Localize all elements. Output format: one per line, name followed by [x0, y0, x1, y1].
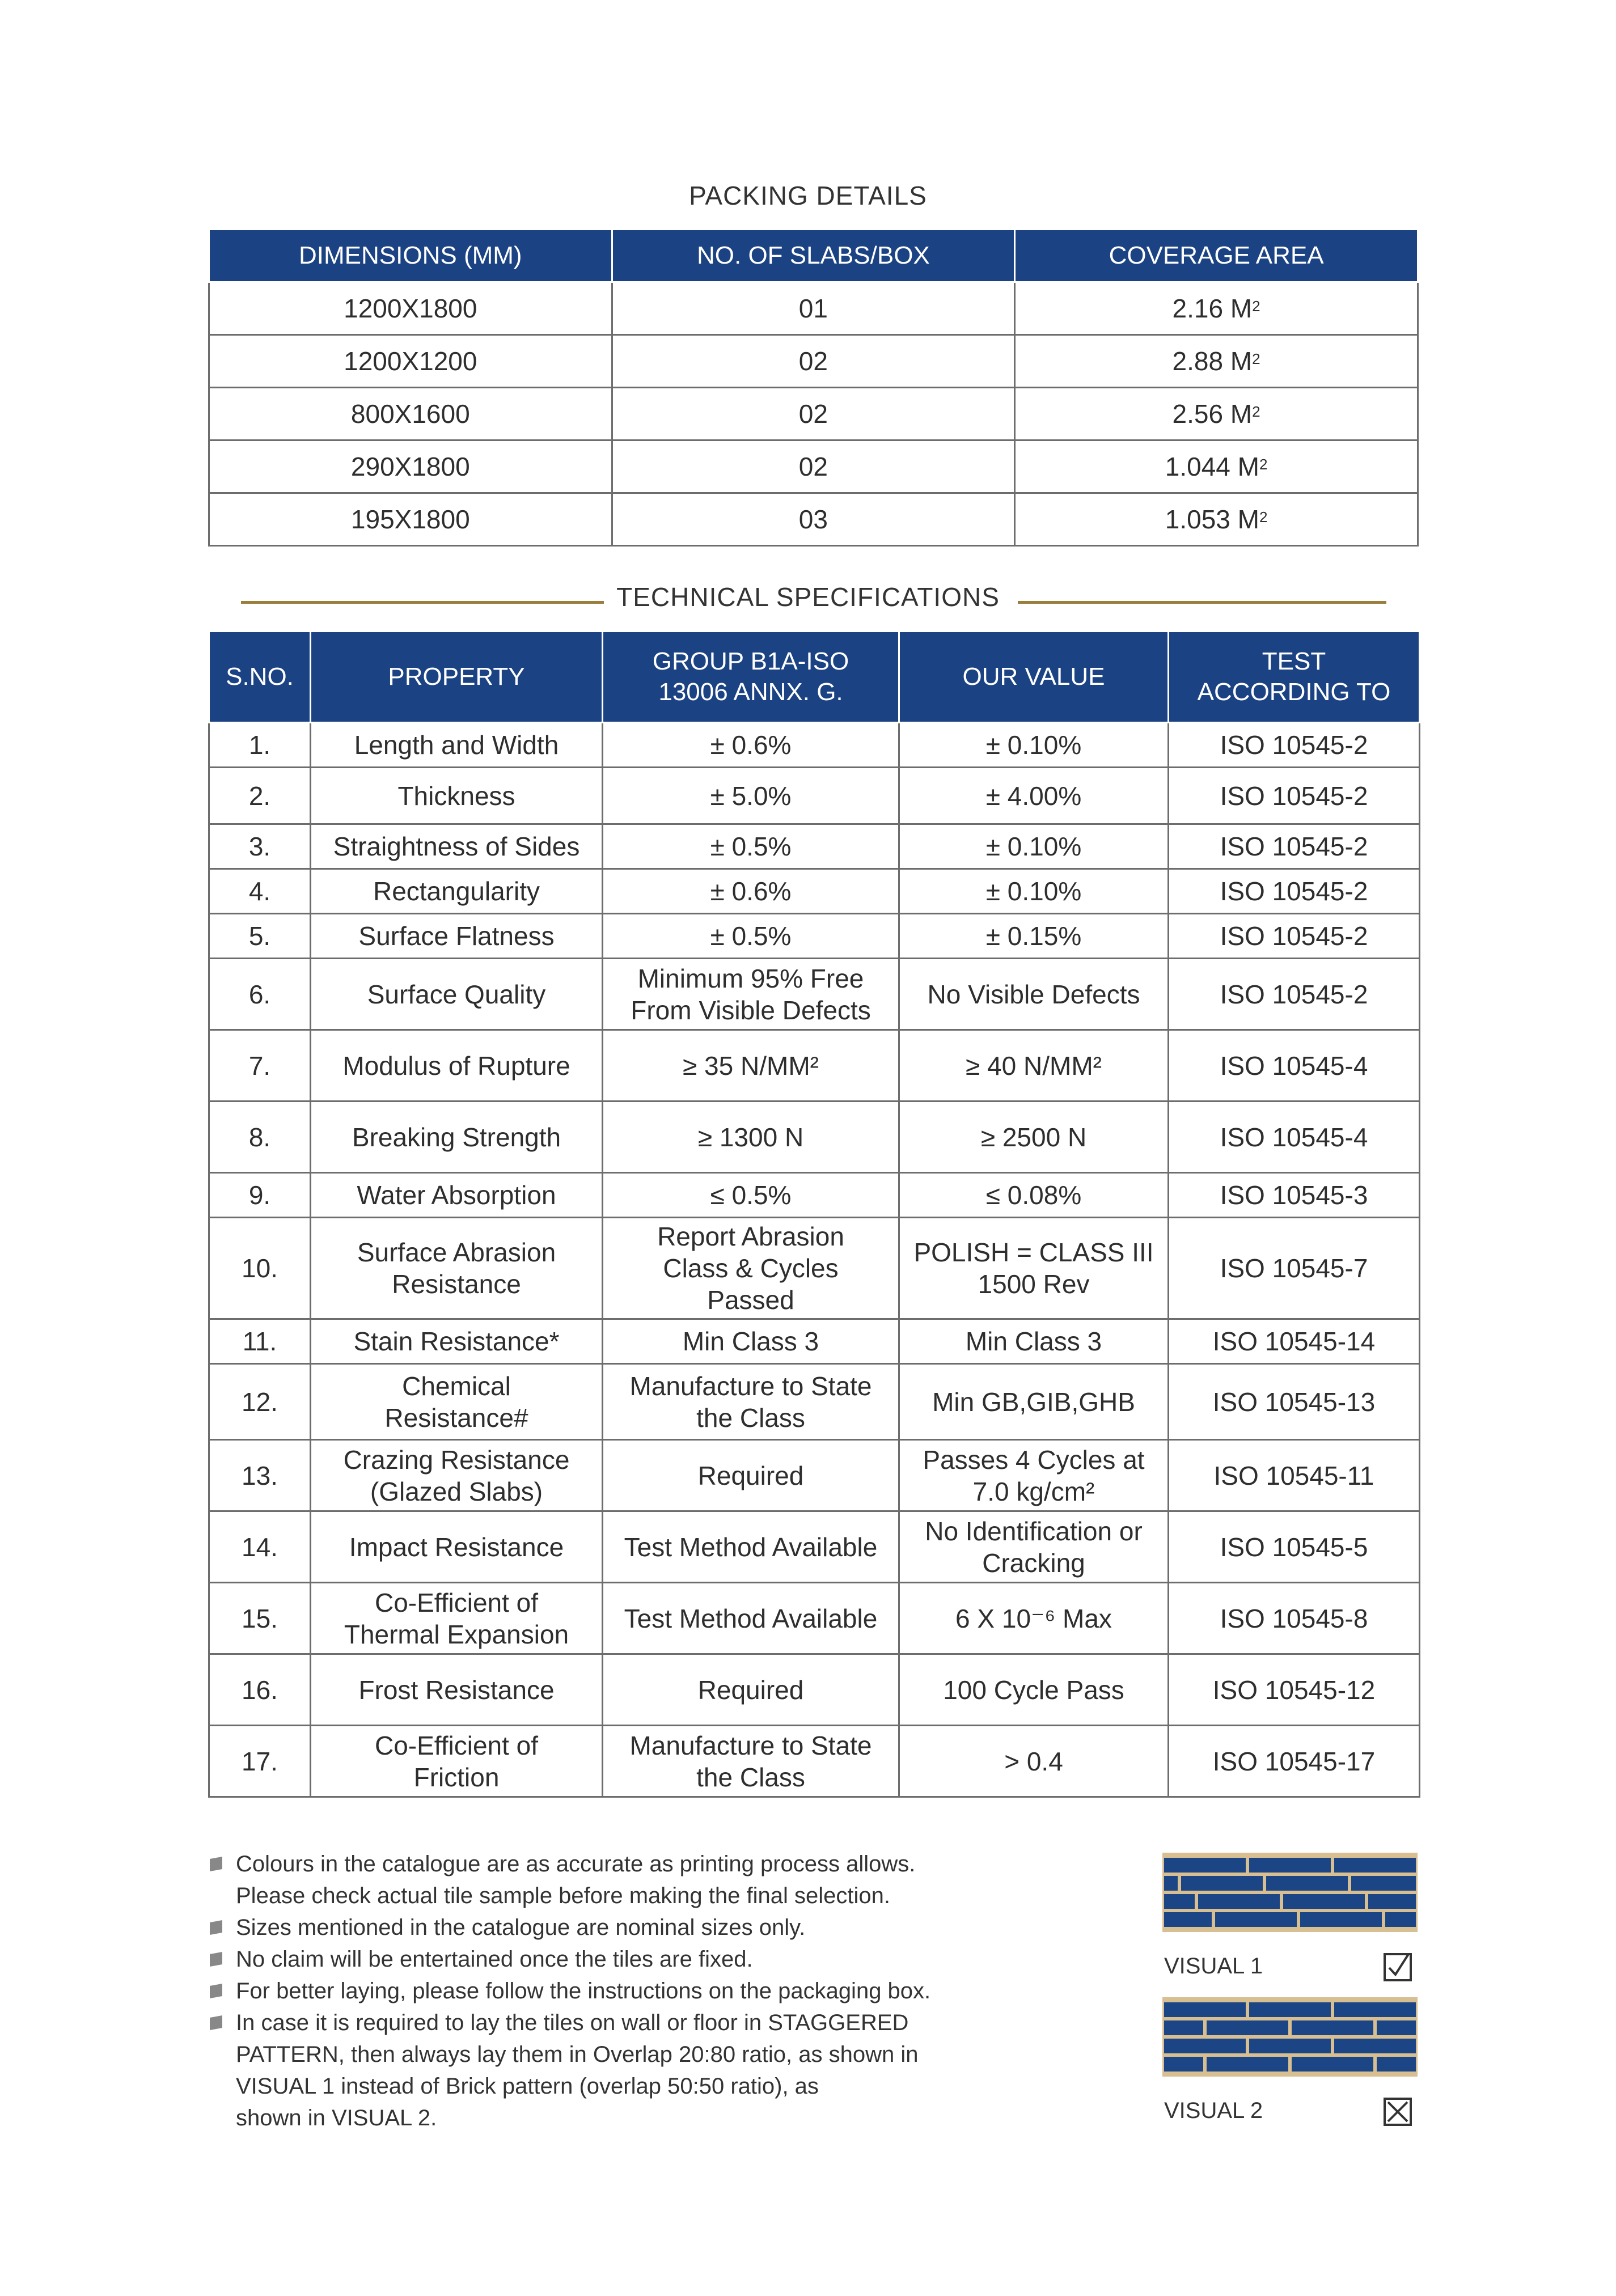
cell-property [311, 1364, 603, 1440]
group-line: Passed [707, 1285, 794, 1315]
cell-our-value [899, 1440, 1169, 1511]
cell-test-standard: ISO 10545-2 [1169, 959, 1420, 1030]
property-line: Surface Quality [367, 979, 546, 1009]
notes-list [210, 1848, 1015, 2134]
note-line: In case it is required to lay the tiles on wall or floor in STAGGERED [236, 2010, 909, 2035]
spec-row [209, 768, 1420, 824]
cell-group-requirement [603, 1173, 899, 1218]
packing-row [209, 493, 1418, 546]
note-line: Sizes mentioned in the catalogue are nominal sizes only. [236, 1915, 806, 1940]
cell-sno: 16. [209, 1654, 311, 1726]
cell-our-value [899, 1364, 1169, 1440]
property-line: Friction [413, 1762, 500, 1792]
packing-row [209, 440, 1418, 493]
group-line: Test Method Available [624, 1603, 878, 1633]
cell-sno: 4. [209, 869, 311, 914]
tile [1181, 1876, 1263, 1891]
cell-dimensions: 800X1600 [209, 388, 612, 440]
tile [1249, 1858, 1331, 1873]
value-line: 6 X 10⁻⁶ Max [955, 1603, 1112, 1633]
group-line: the Class [696, 1762, 805, 1792]
cell-property [311, 869, 603, 914]
note-line: PATTERN, then always lay them in Overlap 20:80 ratio, as shown in [236, 2042, 919, 2067]
spec-row [209, 1319, 1420, 1364]
cell-group-requirement [603, 824, 899, 869]
visual-2 [1162, 1997, 1418, 2123]
cell-our-value [899, 1583, 1169, 1654]
property-line: Straightness of Sides [333, 832, 580, 861]
coverage-value: 2.56 M [1172, 399, 1253, 429]
spec-header-row [209, 632, 1420, 723]
property-line: Co-Efficient of [374, 1730, 539, 1760]
cell-slabs: 01 [612, 282, 1015, 335]
group-line: ≥ 1300 N [697, 1122, 804, 1152]
property-line: Breaking Strength [352, 1122, 561, 1152]
cell-property [311, 914, 603, 959]
bullet-icon [210, 2015, 222, 2030]
cell-coverage [1015, 388, 1418, 440]
tile [1292, 2057, 1373, 2072]
cell-test-standard: ISO 10545-2 [1169, 824, 1420, 869]
cell-group-requirement [603, 768, 899, 824]
cell-test-standard: ISO 10545-14 [1169, 1319, 1420, 1364]
note-line: shown in VISUAL 2. [236, 2106, 437, 2130]
cell-coverage [1015, 440, 1418, 493]
header-property: PROPERTY [311, 632, 603, 723]
cell-sno: 11. [209, 1319, 311, 1364]
coverage-value: 1.044 M [1165, 452, 1259, 481]
tile [1249, 2002, 1331, 2017]
spec-row [209, 1511, 1420, 1583]
value-line: No Identification or [925, 1516, 1143, 1546]
value-line: ± 0.10% [985, 876, 1082, 906]
tile [1164, 2020, 1203, 2035]
group-line: Class & Cycles [663, 1253, 839, 1283]
tile-pattern-50-50 [1162, 1997, 1418, 2077]
cell-sno: 10. [209, 1218, 311, 1319]
property-line: Resistance# [384, 1403, 528, 1433]
cell-sno: 3. [209, 824, 311, 869]
spec-row [209, 1364, 1420, 1440]
cell-property [311, 1440, 603, 1511]
cell-coverage [1015, 282, 1418, 335]
tile [1334, 2002, 1416, 2017]
cell-test-standard: ISO 10545-2 [1169, 768, 1420, 824]
spec-row [209, 1440, 1420, 1511]
tile [1283, 1894, 1365, 1909]
cell-property [311, 1173, 603, 1218]
tile [1198, 1894, 1280, 1909]
cell-our-value [899, 824, 1169, 869]
property-line: Resistance [392, 1269, 521, 1299]
coverage-value: 1.053 M [1165, 505, 1259, 534]
cell-property [311, 824, 603, 869]
property-line: Chemical [402, 1371, 511, 1401]
cell-test-standard: ISO 10545-2 [1169, 723, 1420, 768]
cell-sno: 14. [209, 1511, 311, 1583]
technical-heading [0, 578, 1616, 624]
value-line: ± 0.10% [985, 730, 1082, 760]
cell-group-requirement [603, 1102, 899, 1173]
group-line: Manufacture to State [629, 1371, 872, 1401]
unit-superscript: 2 [1259, 509, 1268, 526]
cell-dimensions: 290X1800 [209, 440, 612, 493]
note-item [210, 1943, 1015, 1975]
tile [1266, 1876, 1348, 1891]
header-test-line1: TEST [1262, 647, 1326, 675]
cell-property [311, 1726, 603, 1797]
unit-superscript: 2 [1252, 298, 1260, 315]
cell-group-requirement [603, 1511, 899, 1583]
value-line: ± 4.00% [985, 781, 1082, 811]
value-line: ± 0.10% [985, 832, 1082, 861]
cell-group-requirement [603, 1440, 899, 1511]
cell-test-standard: ISO 10545-3 [1169, 1173, 1420, 1218]
tile [1300, 1912, 1382, 1927]
property-line: Surface Abrasion [357, 1238, 556, 1267]
cell-coverage [1015, 335, 1418, 388]
cell-property [311, 1319, 603, 1364]
cell-our-value [899, 959, 1169, 1030]
property-line: Thickness [397, 781, 515, 811]
group-line: Required [697, 1460, 804, 1490]
bullet-icon [210, 1984, 222, 1998]
cell-sno: 13. [209, 1440, 311, 1511]
group-line: Minimum 95% Free [637, 963, 864, 993]
cell-property [311, 1511, 603, 1583]
cell-test-standard: ISO 10545-17 [1169, 1726, 1420, 1797]
cell-test-standard: ISO 10545-13 [1169, 1364, 1420, 1440]
cell-group-requirement [603, 914, 899, 959]
value-line: ≤ 0.08% [985, 1180, 1082, 1210]
cell-group-requirement [603, 959, 899, 1030]
value-line: 100 Cycle Pass [943, 1675, 1124, 1705]
note-item [210, 1975, 1015, 2007]
cell-property [311, 1583, 603, 1654]
spec-row [209, 869, 1420, 914]
property-line: Co-Efficient of [374, 1587, 539, 1617]
cell-group-requirement [603, 723, 899, 768]
header-dimensions: DIMENSIONS (MM) [209, 230, 612, 282]
spec-row [209, 1030, 1420, 1102]
header-coverage-area: COVERAGE AREA [1015, 230, 1418, 282]
group-line: Required [697, 1675, 804, 1705]
value-line: Min Class 3 [965, 1327, 1102, 1356]
cross-icon [1384, 2098, 1412, 2126]
tile [1207, 2057, 1288, 2072]
cell-our-value [899, 723, 1169, 768]
cell-coverage [1015, 493, 1418, 546]
tile [1164, 1876, 1178, 1891]
cell-our-value [899, 1654, 1169, 1726]
value-line: 1500 Rev [978, 1269, 1090, 1299]
group-line: From Visible Defects [631, 995, 871, 1025]
packing-row [209, 282, 1418, 335]
property-line: Surface Flatness [358, 921, 555, 951]
cell-sno: 8. [209, 1102, 311, 1173]
value-line: 7.0 kg/cm² [972, 1476, 1095, 1506]
cell-test-standard: ISO 10545-12 [1169, 1654, 1420, 1726]
note-item [210, 1848, 1015, 1912]
tile [1351, 1876, 1416, 1891]
cell-group-requirement [603, 1319, 899, 1364]
cell-dimensions: 1200X1200 [209, 335, 612, 388]
tile-pattern-20-80 [1162, 1853, 1418, 1932]
value-line: ≥ 2500 N [980, 1122, 1087, 1152]
note-item [210, 2007, 1015, 2134]
cell-slabs: 02 [612, 388, 1015, 440]
check-icon [1384, 1953, 1412, 1981]
cell-property [311, 1654, 603, 1726]
spec-row [209, 824, 1420, 869]
cell-test-standard: ISO 10545-7 [1169, 1218, 1420, 1319]
visual-2-label: VISUAL 2 [1164, 2098, 1263, 2123]
note-line: No claim will be entertained once the tiles are fixed. [236, 1947, 753, 1972]
property-line: Rectangularity [373, 876, 540, 906]
bullet-icon [210, 1920, 222, 1935]
property-line: Thermal Expansion [344, 1619, 569, 1649]
coverage-value: 2.16 M [1172, 294, 1253, 323]
cell-our-value [899, 1511, 1169, 1583]
packing-details-title: PACKING DETAILS [689, 181, 927, 210]
packing-header-row [209, 230, 1418, 282]
note-line: VISUAL 1 instead of Brick pattern (overlap 50:50 ratio), as [236, 2074, 819, 2099]
cell-property [311, 768, 603, 824]
cell-property [311, 1030, 603, 1102]
bullet-icon [210, 1952, 222, 1967]
packing-row [209, 388, 1418, 440]
cell-group-requirement [603, 1218, 899, 1319]
unit-superscript: 2 [1259, 456, 1268, 473]
property-line: Modulus of Rupture [342, 1050, 570, 1081]
header-group-line2: 13006 ANNX. G. [658, 678, 843, 706]
unit-superscript: 2 [1252, 350, 1260, 367]
value-line: ≥ 40 N/MM² [966, 1050, 1102, 1081]
cell-dimensions: 1200X1800 [209, 282, 612, 335]
group-line: the Class [696, 1403, 805, 1433]
tile [1368, 1894, 1416, 1909]
group-line: ± 5.0% [710, 781, 792, 811]
group-line: ± 0.6% [710, 730, 792, 760]
cell-our-value [899, 1102, 1169, 1173]
divider-right [1018, 601, 1386, 604]
cell-slabs: 02 [612, 335, 1015, 388]
packing-table [208, 228, 1419, 547]
group-line: ≥ 35 N/MM² [683, 1050, 819, 1081]
cell-test-standard: ISO 10545-2 [1169, 914, 1420, 959]
tile [1164, 1858, 1246, 1873]
coverage-value: 2.88 M [1172, 346, 1253, 376]
note-line: Colours in the catalogue are as accurate as printing process allows. [236, 1852, 916, 1876]
group-line: Report Abrasion [657, 1222, 844, 1251]
property-line: Length and Width [354, 730, 559, 760]
spec-row [209, 1173, 1420, 1218]
cell-our-value [899, 1319, 1169, 1364]
spec-row [209, 1102, 1420, 1173]
spec-row [209, 1654, 1420, 1726]
cell-our-value [899, 1726, 1169, 1797]
cell-sno: 15. [209, 1583, 311, 1654]
cell-property [311, 723, 603, 768]
header-our-value: OUR VALUE [899, 632, 1169, 723]
cell-property [311, 1218, 603, 1319]
cell-our-value [899, 1173, 1169, 1218]
header-test-line2: ACCORDING TO [1197, 678, 1391, 706]
cell-dimensions: 195X1800 [209, 493, 612, 546]
cell-test-standard: ISO 10545-11 [1169, 1440, 1420, 1511]
tile [1292, 2020, 1373, 2035]
cell-sno: 5. [209, 914, 311, 959]
property-line: Impact Resistance [349, 1532, 564, 1562]
tile [1164, 2039, 1246, 2053]
cell-test-standard: ISO 10545-2 [1169, 869, 1420, 914]
cell-sno: 12. [209, 1364, 311, 1440]
cell-test-standard: ISO 10545-4 [1169, 1030, 1420, 1102]
value-line: > 0.4 [1004, 1746, 1063, 1776]
cell-sno: 17. [209, 1726, 311, 1797]
cell-test-standard: ISO 10545-4 [1169, 1102, 1420, 1173]
tile [1377, 2057, 1416, 2072]
property-line: Water Absorption [357, 1180, 556, 1210]
property-line: Frost Resistance [358, 1675, 555, 1705]
group-line: Min Class 3 [682, 1327, 819, 1356]
header-test [1169, 632, 1420, 723]
spec-row [209, 914, 1420, 959]
cell-group-requirement [603, 1654, 899, 1726]
tile [1207, 2020, 1288, 2035]
visual-1 [1162, 1853, 1418, 1979]
tile [1215, 1912, 1297, 1927]
group-line: ± 0.5% [710, 921, 792, 951]
cell-sno: 1. [209, 723, 311, 768]
group-line: ± 0.6% [710, 876, 792, 906]
group-line: ≤ 0.5% [710, 1180, 792, 1210]
spec-row [209, 1218, 1420, 1319]
tile [1385, 1912, 1416, 1927]
tile [1164, 2002, 1246, 2017]
spec-row [209, 1726, 1420, 1797]
value-line: POLISH = CLASS III [913, 1238, 1154, 1267]
header-slabs-per-box: NO. OF SLABS/BOX [612, 230, 1015, 282]
group-line: Test Method Available [624, 1532, 878, 1562]
cell-property [311, 1102, 603, 1173]
cell-group-requirement [603, 869, 899, 914]
cell-our-value [899, 768, 1169, 824]
tile [1164, 1912, 1212, 1927]
value-line: Cracking [982, 1548, 1085, 1578]
value-line: ± 0.15% [985, 921, 1082, 951]
cell-sno: 6. [209, 959, 311, 1030]
tile [1334, 1858, 1416, 1873]
header-group-line1: GROUP B1A-ISO [652, 647, 849, 675]
property-line: (Glazed Slabs) [370, 1476, 543, 1506]
cell-group-requirement [603, 1726, 899, 1797]
value-line: No Visible Defects [927, 979, 1140, 1009]
cell-slabs: 02 [612, 440, 1015, 493]
value-line: Passes 4 Cycles at [923, 1444, 1145, 1475]
bullet-icon [210, 1857, 222, 1871]
tile [1164, 1894, 1195, 1909]
cell-group-requirement [603, 1030, 899, 1102]
packing-row [209, 335, 1418, 388]
cell-our-value [899, 1030, 1169, 1102]
note-item [210, 1912, 1015, 1943]
cell-sno: 9. [209, 1173, 311, 1218]
tile [1334, 2039, 1416, 2053]
group-line: Manufacture to State [629, 1730, 872, 1760]
cell-slabs: 03 [612, 493, 1015, 546]
spec-row [209, 723, 1420, 768]
unit-superscript: 2 [1252, 403, 1260, 420]
cell-our-value [899, 869, 1169, 914]
technical-spec-table [208, 630, 1420, 1798]
cell-group-requirement [603, 1364, 899, 1440]
tile [1164, 2057, 1203, 2072]
spec-row [209, 1583, 1420, 1654]
spec-row [209, 959, 1420, 1030]
note-line: Please check actual tile sample before making the final selection. [236, 1883, 890, 1908]
technical-specifications-title: TECHNICAL SPECIFICATIONS [616, 582, 1000, 612]
cell-sno: 2. [209, 768, 311, 824]
cell-property [311, 959, 603, 1030]
value-line: Min GB,GIB,GHB [932, 1387, 1135, 1417]
cell-test-standard: ISO 10545-5 [1169, 1511, 1420, 1583]
cell-group-requirement [603, 1583, 899, 1654]
header-group [603, 632, 899, 723]
header-sno: S.NO. [209, 632, 311, 723]
tile [1377, 2020, 1416, 2035]
note-line: For better laying, please follow the instructions on the packaging box. [236, 1979, 931, 2003]
property-line: Stain Resistance* [353, 1327, 560, 1356]
cell-sno: 7. [209, 1030, 311, 1102]
visual-1-label: VISUAL 1 [1164, 1954, 1263, 1979]
cell-test-standard: ISO 10545-8 [1169, 1583, 1420, 1654]
property-line: Crazing Resistance [343, 1444, 570, 1475]
cell-our-value [899, 914, 1169, 959]
group-line: ± 0.5% [710, 832, 792, 861]
tile [1249, 2039, 1331, 2053]
cell-our-value [899, 1218, 1169, 1319]
